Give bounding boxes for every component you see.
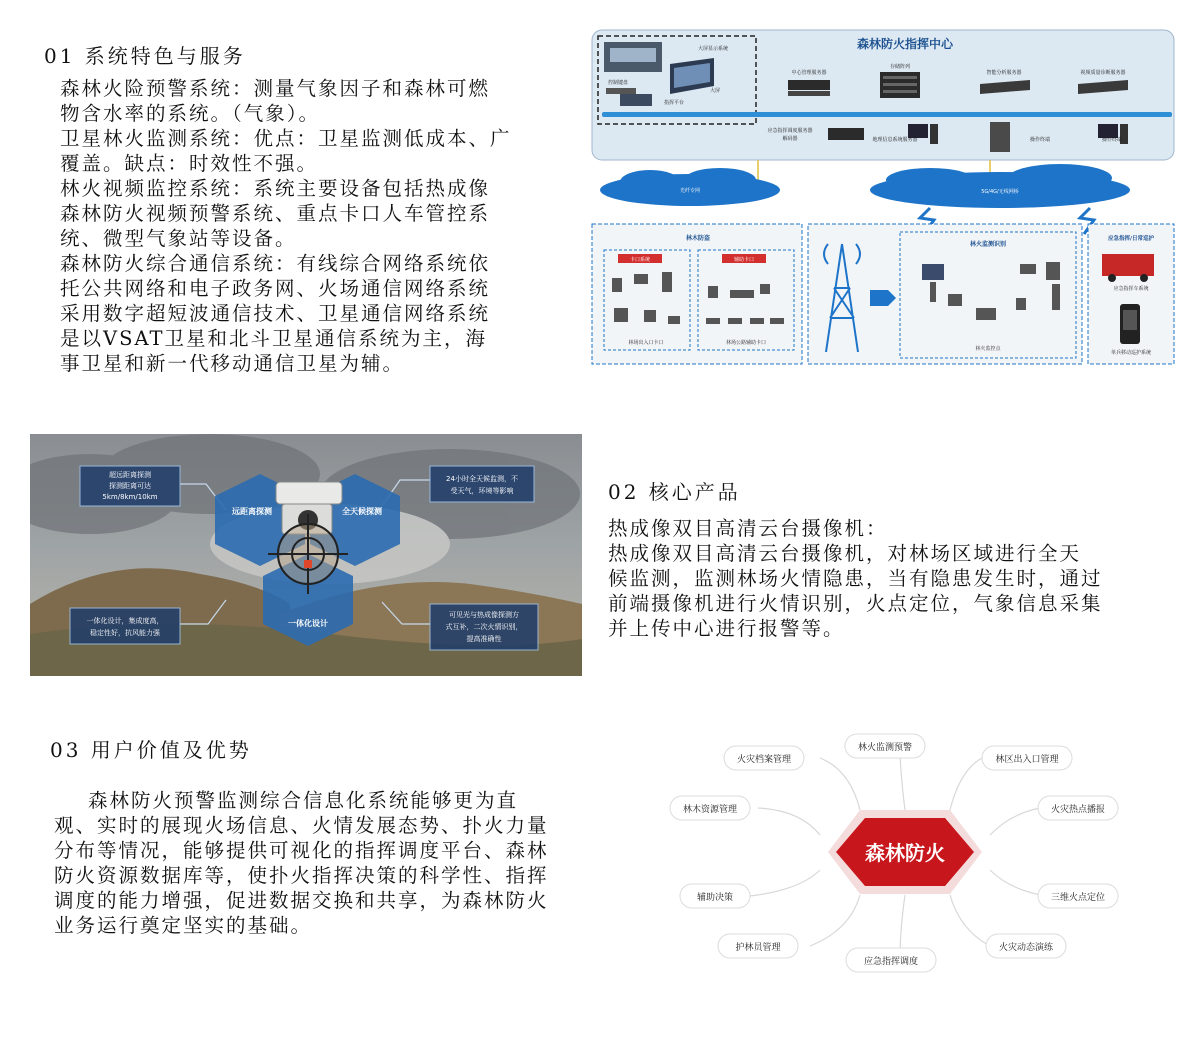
- section1-line: 采用数字超短波通信技术、卫星通信网络系统: [60, 302, 491, 325]
- info-box-top-right: [430, 466, 534, 502]
- wireless-cloud-label: 5G/4G/无线网桥: [981, 189, 1019, 195]
- section3-body: [54, 788, 549, 938]
- svg-text:探测距离可达: 探测距离可达: [109, 482, 151, 490]
- svg-text:应急指挥调度服务器: 应急指挥调度服务器: [767, 128, 813, 134]
- section2-line: 并上传中心进行报警等。: [608, 617, 845, 640]
- network-bus: [602, 112, 1172, 117]
- section3-line: 观、实时的展现火场信息、火情发展态势、扑火力量: [54, 814, 549, 837]
- section1-line: 统、微型气象站等设备。: [60, 227, 297, 250]
- svg-text:林火监测识别: 林火监测识别: [969, 241, 1007, 248]
- hex-all-weather-label: 全天候探测: [342, 507, 382, 516]
- svg-text:三维火点定位: 三维火点定位: [1050, 893, 1106, 903]
- section1-line: 森林防火综合通信系统：有线综合网络系统依: [60, 252, 491, 275]
- svg-text:林区出入口管理: 林区出入口管理: [995, 755, 1059, 765]
- mindmap-node: [986, 934, 1066, 958]
- svg-text:林火监测预警: 林火监测预警: [857, 743, 913, 753]
- hex-integrated-label: 一体化设计: [288, 619, 328, 628]
- fiber-cloud: [600, 168, 780, 206]
- svg-text:林场出入口卡口: 林场出入口卡口: [628, 340, 664, 346]
- svg-text:可见光与热成像探测方: 可见光与热成像探测方: [449, 611, 519, 619]
- section3-heading: 03 用户价值及优势: [50, 738, 252, 762]
- svg-text:操作终端: 操作终端: [1029, 137, 1051, 143]
- section2-line: 前端摄像机进行火情识别，火点定位，气象信息采集: [608, 592, 1103, 615]
- camera-product-graphic: [30, 434, 582, 676]
- svg-text:解码器: 解码器: [782, 136, 798, 142]
- section1-line: 事卫星和新一代移动通信卫星为辅。: [60, 352, 405, 375]
- svg-text:大屏: 大屏: [710, 88, 721, 94]
- mindmap-node: [718, 934, 798, 958]
- section1-line: 森林火险预警系统：测量气象因子和森林可燃: [60, 77, 491, 100]
- section2-heading: 02 核心产品: [608, 480, 741, 504]
- section2-line: 候监测，监测林场火情隐患，当有隐患发生时，通过: [608, 567, 1103, 590]
- mindmap-node: [845, 734, 925, 758]
- section3-line: 调度的能力增强，促进数据交换和共享，为森林防火: [54, 889, 549, 912]
- info-box-top-left: [80, 466, 180, 506]
- section1-body: [60, 76, 512, 376]
- mindmap-node: [982, 746, 1072, 770]
- mindmap-node: [680, 884, 750, 908]
- fiber-cloud-label: 光纤专网: [679, 188, 701, 194]
- svg-text:林场公路辅助卡口: 林场公路辅助卡口: [725, 340, 767, 346]
- svg-text:林木防盗: 林木防盗: [686, 235, 711, 242]
- section3-line: 分布等情况，能够提供可视化的指挥调度平台、森林: [54, 839, 549, 862]
- svg-text:应急指挥车系统: 应急指挥车系统: [1113, 286, 1149, 292]
- svg-text:稳定性好，抗风能力强: 稳定性好，抗风能力强: [90, 629, 160, 637]
- svg-text:智能分析服务器: 智能分析服务器: [986, 70, 1022, 76]
- svg-text:控制键盘: 控制键盘: [608, 80, 629, 86]
- storage-array-icon: [880, 72, 920, 98]
- section1-line: 卫星林火监测系统：优点：卫星监测低成本、广: [60, 127, 512, 150]
- emergency-server-icon: [828, 128, 864, 140]
- mindmap-node: [846, 948, 936, 972]
- section3-line: 防火资源数据库等，使扑火指挥决策的科学性、指挥: [54, 864, 549, 887]
- section1-line: 是以VSAT卫星和北斗卫星通信系统为主，海: [60, 327, 487, 350]
- svg-text:火灾档案管理: 火灾档案管理: [736, 755, 792, 765]
- svg-text:大屏显示系统: 大屏显示系统: [698, 46, 729, 52]
- info-box-bottom-left: [70, 608, 180, 644]
- svg-text:24小时全天候监测，不: 24小时全天候监测，不: [446, 475, 518, 483]
- section1-line: 托公共网络和电子政务网、火场通信网络系统: [60, 277, 491, 300]
- svg-text:5km/8km/10km: 5km/8km/10km: [102, 493, 158, 501]
- svg-text:火灾热点播报: 火灾热点播报: [1050, 805, 1106, 815]
- handheld-terminal-icon: [1120, 304, 1140, 344]
- section2-line: 热成像双目高清云台摄像机，对林场区域进行全天: [608, 542, 1082, 565]
- svg-text:火灾动态演练: 火灾动态演练: [998, 943, 1054, 953]
- section3-line: 森林防火预警监测综合信息化系统能够更为直: [88, 789, 519, 812]
- svg-text:超远距离探测: 超远距离探测: [109, 471, 151, 479]
- svg-text:提高准确性: 提高准确性: [466, 635, 502, 643]
- wireless-cloud: [870, 164, 1130, 208]
- svg-text:应急指挥/日常巡护: 应急指挥/日常巡护: [1107, 236, 1155, 242]
- network-diagram: [590, 28, 1176, 368]
- svg-text:应急指挥调度: 应急指挥调度: [863, 957, 919, 967]
- svg-text:中心管理服务器: 中心管理服务器: [791, 70, 827, 76]
- svg-text:受天气，环境等影响: 受天气，环境等影响: [450, 487, 514, 495]
- svg-text:式互补，二次火情识别，: 式互补，二次火情识别，: [445, 623, 523, 631]
- section1-heading: 01 系统特色与服务: [44, 44, 246, 68]
- central-server-icon: [788, 80, 830, 96]
- info-box-bottom-right: [430, 604, 538, 650]
- gis-server-icon: [990, 122, 1010, 152]
- svg-text:卡口系统: 卡口系统: [629, 257, 651, 263]
- control-desk-icon: [606, 88, 636, 94]
- mindmap-node: [1038, 884, 1118, 908]
- svg-text:地理信息系统服务器: 地理信息系统服务器: [872, 137, 918, 143]
- platform-icon: [620, 94, 652, 106]
- center-label: 森林防火: [865, 841, 945, 865]
- mindmap-node: [1038, 796, 1118, 820]
- svg-text:辅助决策: 辅助决策: [696, 893, 734, 903]
- svg-text:单兵移动巡护系统: 单兵移动巡护系统: [1110, 350, 1152, 356]
- section1-line: 森林防火视频预警系统、重点卡口人车管控系: [60, 202, 491, 225]
- command-center-title: 森林防火指挥中心: [856, 37, 954, 51]
- svg-text:指挥平台: 指挥平台: [664, 100, 685, 106]
- section1-line: 林火视频监控系统：系统主要设备包括热成像: [60, 177, 491, 200]
- section1-line: 物含水率的系统。（气象）。: [60, 102, 321, 125]
- section2-body: [608, 516, 1103, 641]
- forest-theft-panel: [592, 224, 802, 364]
- svg-text:存储阵列: 存储阵列: [889, 64, 911, 70]
- svg-text:林木资源管理: 林木资源管理: [682, 805, 738, 815]
- section2-line: 热成像双目高清云台摄像机：: [608, 517, 888, 540]
- svg-text:一体化设计，集成度高，: 一体化设计，集成度高，: [86, 617, 164, 625]
- fire-point-marker: [304, 560, 312, 568]
- mindmap-node: [670, 796, 750, 820]
- mindmap-node: [724, 746, 804, 770]
- svg-text:林火监控点: 林火监控点: [975, 346, 1001, 352]
- svg-text:操作终端: 操作终端: [1101, 137, 1123, 143]
- forest-fire-mindmap: [660, 730, 1180, 980]
- hex-long-range-label: 远距离探测: [232, 507, 272, 516]
- svg-text:视频质量诊断服务器: 视频质量诊断服务器: [1080, 70, 1126, 76]
- svg-text:护林员管理: 护林员管理: [735, 943, 781, 953]
- svg-text:辅助卡口: 辅助卡口: [733, 257, 755, 263]
- section3-line: 业务运行奠定坚实的基础。: [54, 914, 313, 937]
- section1-line: 覆盖。缺点：时效性不强。: [60, 152, 319, 175]
